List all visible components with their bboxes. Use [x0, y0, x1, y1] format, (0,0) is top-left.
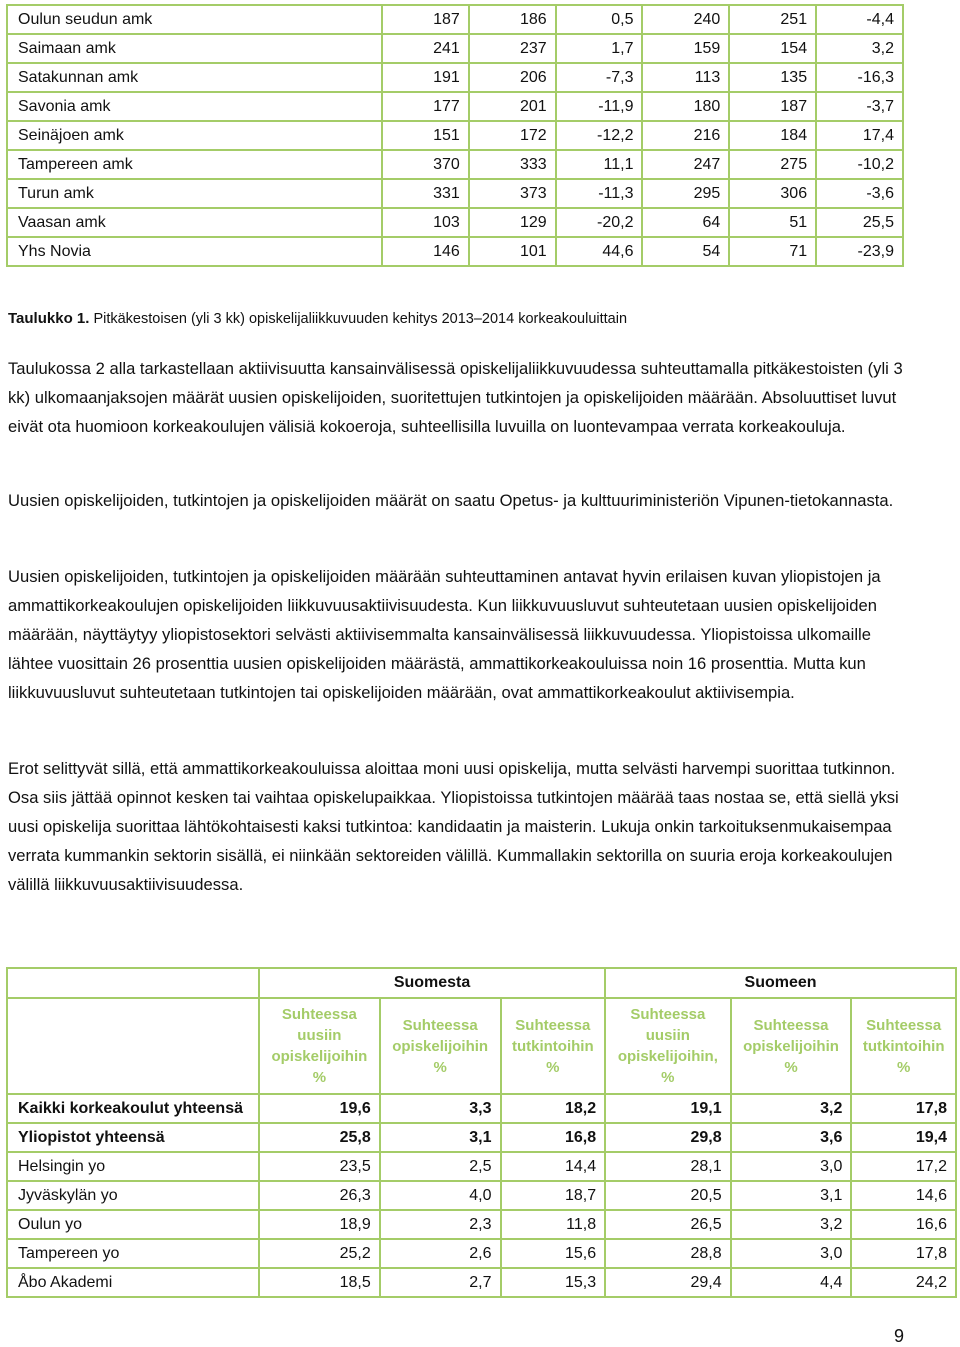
- subheader-line: opiskelijoihin,: [617, 1048, 718, 1065]
- subheader-cell: [731, 998, 852, 1094]
- value-cell: 4,0: [380, 1181, 501, 1210]
- paragraph-comparison-s2: Kun liikkuvuusluvut suhteutetaan uusien opiskelijoiden määrään, näyttäytyy yliopistosektori selvästi aktiivisemmalta kansainvälisessä liikkuvuudessa.: [8, 596, 877, 644]
- value-cell: 129: [469, 208, 556, 237]
- value-cell: 2,6: [380, 1239, 501, 1268]
- paragraph-explanation-s2: Osa siis jättää opinnot kesken tai vaihtaa opiskelupaikkaa.: [8, 788, 437, 807]
- value-cell: 2,5: [380, 1152, 501, 1181]
- value-cell: 26,5: [605, 1210, 731, 1239]
- value-cell: 184: [729, 121, 816, 150]
- table-row: [7, 237, 903, 266]
- value-cell: 17,4: [816, 121, 903, 150]
- value-cell: -3,6: [816, 179, 903, 208]
- subheader-line: Suhteessa: [753, 1016, 829, 1034]
- paragraph-intro: Taulukossa 2 alla tarkastellaan aktiivisuutta kansainvälisessä opiskelijaliikkuvuudessa suhteuttamalla pitkäkestoisten (yli 3 kk) ulkomaanjaksojen määrät uusien opiskelijoiden, suoritettujen tutkintojen ja opiskelijoiden määrään. Absoluuttiset luvut eivät ota huomioon korkeakoulujen välisiä kokoeroja, suhteellisilla luvuilla on luontevampaa verrata korkeakouluja.: [8, 359, 903, 436]
- table-row: [7, 208, 903, 237]
- value-cell: 251: [729, 5, 816, 34]
- amk-mobility-table: [6, 4, 904, 267]
- value-cell: 373: [469, 179, 556, 208]
- value-cell: 240: [642, 5, 729, 34]
- row-name-cell: Oulun seudun amk: [7, 5, 382, 34]
- value-cell: -11,9: [556, 92, 643, 121]
- subheader-line: %: [897, 1058, 911, 1076]
- value-cell: -10,2: [816, 150, 903, 179]
- paragraph-comparison-s3: Yliopistoissa ulkomaille lähtee vuosittain 26 prosenttia uusien opiskelijoiden määrästä, ammattikorkeakouluissa noin 16 prosenttia.: [8, 625, 871, 673]
- subheader-line: tutkintoihin: [511, 1037, 594, 1055]
- subheader-line: Suhteessa: [281, 1006, 357, 1023]
- subheader-cell: [380, 998, 501, 1094]
- row-name-cell: Turun amk: [7, 179, 382, 208]
- row-name-cell: Tampereen yo: [7, 1239, 259, 1268]
- value-cell: 3,2: [731, 1210, 852, 1239]
- value-cell: 44,6: [556, 237, 643, 266]
- value-cell: 51: [729, 208, 816, 237]
- relative-mobility-table: [6, 967, 957, 1298]
- value-cell: 4,4: [731, 1268, 852, 1297]
- value-cell: 17,8: [851, 1239, 956, 1268]
- table-row: [7, 5, 903, 34]
- value-cell: 206: [469, 63, 556, 92]
- value-cell: 187: [729, 92, 816, 121]
- group-header-from: Suomesta: [259, 968, 605, 998]
- value-cell: 19,1: [605, 1094, 731, 1123]
- value-cell: 177: [382, 92, 469, 121]
- row-name-cell: Savonia amk: [7, 92, 382, 121]
- paragraph-explanation-s3: Yliopistoissa tutkintojen määrää taas nostaa se, että siellä yksi uusi opiskelija suorittaa lähtökohtaisesti kaksi tutkintoa: kandidaatin ja maisterin.: [8, 788, 899, 836]
- value-cell: 20,5: [605, 1181, 731, 1210]
- value-cell: -3,7: [816, 92, 903, 121]
- row-name-cell: Vaasan amk: [7, 208, 382, 237]
- value-cell: 18,5: [259, 1268, 380, 1297]
- value-cell: 25,2: [259, 1239, 380, 1268]
- value-cell: 54: [642, 237, 729, 266]
- subheader-line: opiskelijoihin: [743, 1037, 839, 1055]
- subheader-line: %: [312, 1069, 327, 1086]
- value-cell: 18,7: [501, 1181, 606, 1210]
- relative-mobility-table-head: [7, 968, 956, 1094]
- row-name-cell: Helsingin yo: [7, 1152, 259, 1181]
- value-cell: 16,6: [851, 1210, 956, 1239]
- table-row: [7, 1123, 956, 1152]
- value-cell: 28,8: [605, 1239, 731, 1268]
- table-row: [7, 1181, 956, 1210]
- table-row: [7, 92, 903, 121]
- page-number: 9: [893, 1326, 904, 1346]
- subheader-line: Suhteessa: [402, 1016, 478, 1034]
- value-cell: 186: [469, 5, 556, 34]
- value-cell: 11,1: [556, 150, 643, 179]
- table-caption: [8, 310, 627, 327]
- subheader-line: opiskelijoihin: [392, 1037, 489, 1055]
- subheader-line: uusiin: [645, 1027, 690, 1044]
- table-row: [7, 150, 903, 179]
- paragraph-comparison: [8, 562, 908, 707]
- value-cell: 19,4: [851, 1123, 956, 1152]
- value-cell: 237: [469, 34, 556, 63]
- subheader-line: opiskelijoihin: [271, 1048, 368, 1065]
- value-cell: 154: [729, 34, 816, 63]
- row-name-cell: Kaikki korkeakoulut yhteensä: [7, 1094, 259, 1123]
- row-name-cell: Oulun yo: [7, 1210, 259, 1239]
- value-cell: 18,9: [259, 1210, 380, 1239]
- row-name-cell: Satakunnan amk: [7, 63, 382, 92]
- value-cell: 25,5: [816, 208, 903, 237]
- table-caption-label: Taulukko 1.: [8, 310, 90, 327]
- paragraph-comparison-s1: Uusien opiskelijoiden, tutkintojen ja opiskelijoiden määrään suhteuttaminen antavat hyvin erilaisen kuvan yliopistojen ja ammattikorkeakoulujen opiskelijoiden liikkuvuusaktiivisuudesta.: [8, 567, 881, 615]
- value-cell: 3,2: [816, 34, 903, 63]
- value-cell: 113: [642, 63, 729, 92]
- subheader-cell: [851, 998, 956, 1094]
- value-cell: -11,3: [556, 179, 643, 208]
- subheader-cell: [605, 998, 731, 1094]
- row-name-cell: Yhs Novia: [7, 237, 382, 266]
- subheader-empty: [7, 998, 259, 1094]
- paragraph-explanation-s1: Erot selittyvät sillä, että ammattikorkeakouluissa aloittaa moni uusi opiskelija, mutta selvästi harvempi suorittaa tutkinnon.: [8, 759, 896, 778]
- relative-mobility-table-body: [7, 1094, 956, 1297]
- paragraph-explanation-s4: Lukuja onkin tarkoituksenmukaisempaa verrata kummankin sektorin sisällä, ei niinkään sektoreiden välillä.: [8, 817, 892, 865]
- paragraph-explanation: [8, 754, 908, 899]
- row-name-cell: Seinäjoen amk: [7, 121, 382, 150]
- value-cell: 29,4: [605, 1268, 731, 1297]
- value-cell: 187: [382, 5, 469, 34]
- row-name-cell: Saimaan amk: [7, 34, 382, 63]
- subheader-line: uusiin: [297, 1027, 342, 1044]
- value-cell: 3,1: [731, 1181, 852, 1210]
- table-row: [7, 34, 903, 63]
- value-cell: 151: [382, 121, 469, 150]
- subheader-line: %: [661, 1069, 675, 1086]
- value-cell: 172: [469, 121, 556, 150]
- group-header-row: [7, 968, 956, 998]
- row-name-cell: Jyväskylän yo: [7, 1181, 259, 1210]
- value-cell: 18,2: [501, 1094, 606, 1123]
- value-cell: 26,3: [259, 1181, 380, 1210]
- value-cell: 333: [469, 150, 556, 179]
- value-cell: 16,8: [501, 1123, 606, 1152]
- value-cell: 2,3: [380, 1210, 501, 1239]
- value-cell: -16,3: [816, 63, 903, 92]
- value-cell: -23,9: [816, 237, 903, 266]
- value-cell: 331: [382, 179, 469, 208]
- value-cell: -7,3: [556, 63, 643, 92]
- subheader-cell: [501, 998, 606, 1094]
- value-cell: 103: [382, 208, 469, 237]
- group-header-to: Suomeen: [605, 968, 956, 998]
- subheader-line: Suhteessa: [866, 1016, 942, 1034]
- value-cell: 15,6: [501, 1239, 606, 1268]
- value-cell: -4,4: [816, 5, 903, 34]
- subheader-line: Suhteessa: [630, 1006, 706, 1023]
- row-name-cell: Åbo Akademi: [7, 1268, 259, 1297]
- value-cell: 3,3: [380, 1094, 501, 1123]
- value-cell: 11,8: [501, 1210, 606, 1239]
- value-cell: 295: [642, 179, 729, 208]
- value-cell: -12,2: [556, 121, 643, 150]
- value-cell: 24,2: [851, 1268, 956, 1297]
- value-cell: 3,0: [731, 1152, 852, 1181]
- value-cell: 201: [469, 92, 556, 121]
- value-cell: 15,3: [501, 1268, 606, 1297]
- value-cell: 135: [729, 63, 816, 92]
- value-cell: 180: [642, 92, 729, 121]
- value-cell: 216: [642, 121, 729, 150]
- subheader-line: Suhteessa: [515, 1016, 591, 1034]
- value-cell: 1,7: [556, 34, 643, 63]
- row-name-cell: Yliopistot yhteensä: [7, 1123, 259, 1152]
- subheader-line: %: [433, 1058, 447, 1076]
- table-row: [7, 1268, 956, 1297]
- table-row: [7, 121, 903, 150]
- group-header-empty: [7, 968, 259, 998]
- value-cell: 19,6: [259, 1094, 380, 1123]
- value-cell: 2,7: [380, 1268, 501, 1297]
- value-cell: 3,2: [731, 1094, 852, 1123]
- value-cell: 14,4: [501, 1152, 606, 1181]
- value-cell: 17,8: [851, 1094, 956, 1123]
- table-row: [7, 1152, 956, 1181]
- table-row: [7, 179, 903, 208]
- table-row: [7, 63, 903, 92]
- table-caption-text: Pitkäkestoisen (yli 3 kk) opiskelijaliikkuvuuden kehitys 2013–2014 korkeakouluittain: [89, 311, 628, 327]
- value-cell: 370: [382, 150, 469, 179]
- value-cell: 191: [382, 63, 469, 92]
- value-cell: 146: [382, 237, 469, 266]
- value-cell: 25,8: [259, 1123, 380, 1152]
- value-cell: 101: [469, 237, 556, 266]
- value-cell: 28,1: [605, 1152, 731, 1181]
- row-name-cell: Tampereen amk: [7, 150, 382, 179]
- value-cell: 71: [729, 237, 816, 266]
- value-cell: 0,5: [556, 5, 643, 34]
- value-cell: 3,6: [731, 1123, 852, 1152]
- value-cell: 64: [642, 208, 729, 237]
- amk-mobility-table-body: [7, 5, 903, 266]
- value-cell: 306: [729, 179, 816, 208]
- value-cell: 247: [642, 150, 729, 179]
- paragraph-comparison-s4: Mutta kun liikkuvuusluvut suhteutetaan tutkintojen tai opiskelijoiden määrään, ovat ammattikorkeakoulut aktiivisempia.: [8, 654, 866, 702]
- subheader-line: %: [546, 1058, 560, 1076]
- table-row: [7, 1239, 956, 1268]
- paragraph-source: Uusien opiskelijoiden, tutkintojen ja opiskelijoiden määrät on saatu Opetus- ja kulttuuriministeriön Vipunen-tietokannasta.: [8, 491, 894, 510]
- value-cell: 159: [642, 34, 729, 63]
- value-cell: 3,0: [731, 1239, 852, 1268]
- value-cell: 29,8: [605, 1123, 731, 1152]
- paragraph-explanation-s5: Kummallakin sektorilla on suuria eroja korkeakoulujen välillä liikkuvuusaktiivisuudessa.: [8, 846, 893, 894]
- table-row: [7, 1094, 956, 1123]
- subheader-row: [7, 998, 956, 1094]
- value-cell: 275: [729, 150, 816, 179]
- subheader-line: %: [784, 1058, 798, 1076]
- value-cell: 241: [382, 34, 469, 63]
- value-cell: 23,5: [259, 1152, 380, 1181]
- table-row: [7, 1210, 956, 1239]
- value-cell: 3,1: [380, 1123, 501, 1152]
- value-cell: 14,6: [851, 1181, 956, 1210]
- value-cell: -20,2: [556, 208, 643, 237]
- value-cell: 17,2: [851, 1152, 956, 1181]
- subheader-cell: [259, 998, 380, 1094]
- subheader-line: tutkintoihin: [862, 1037, 945, 1055]
